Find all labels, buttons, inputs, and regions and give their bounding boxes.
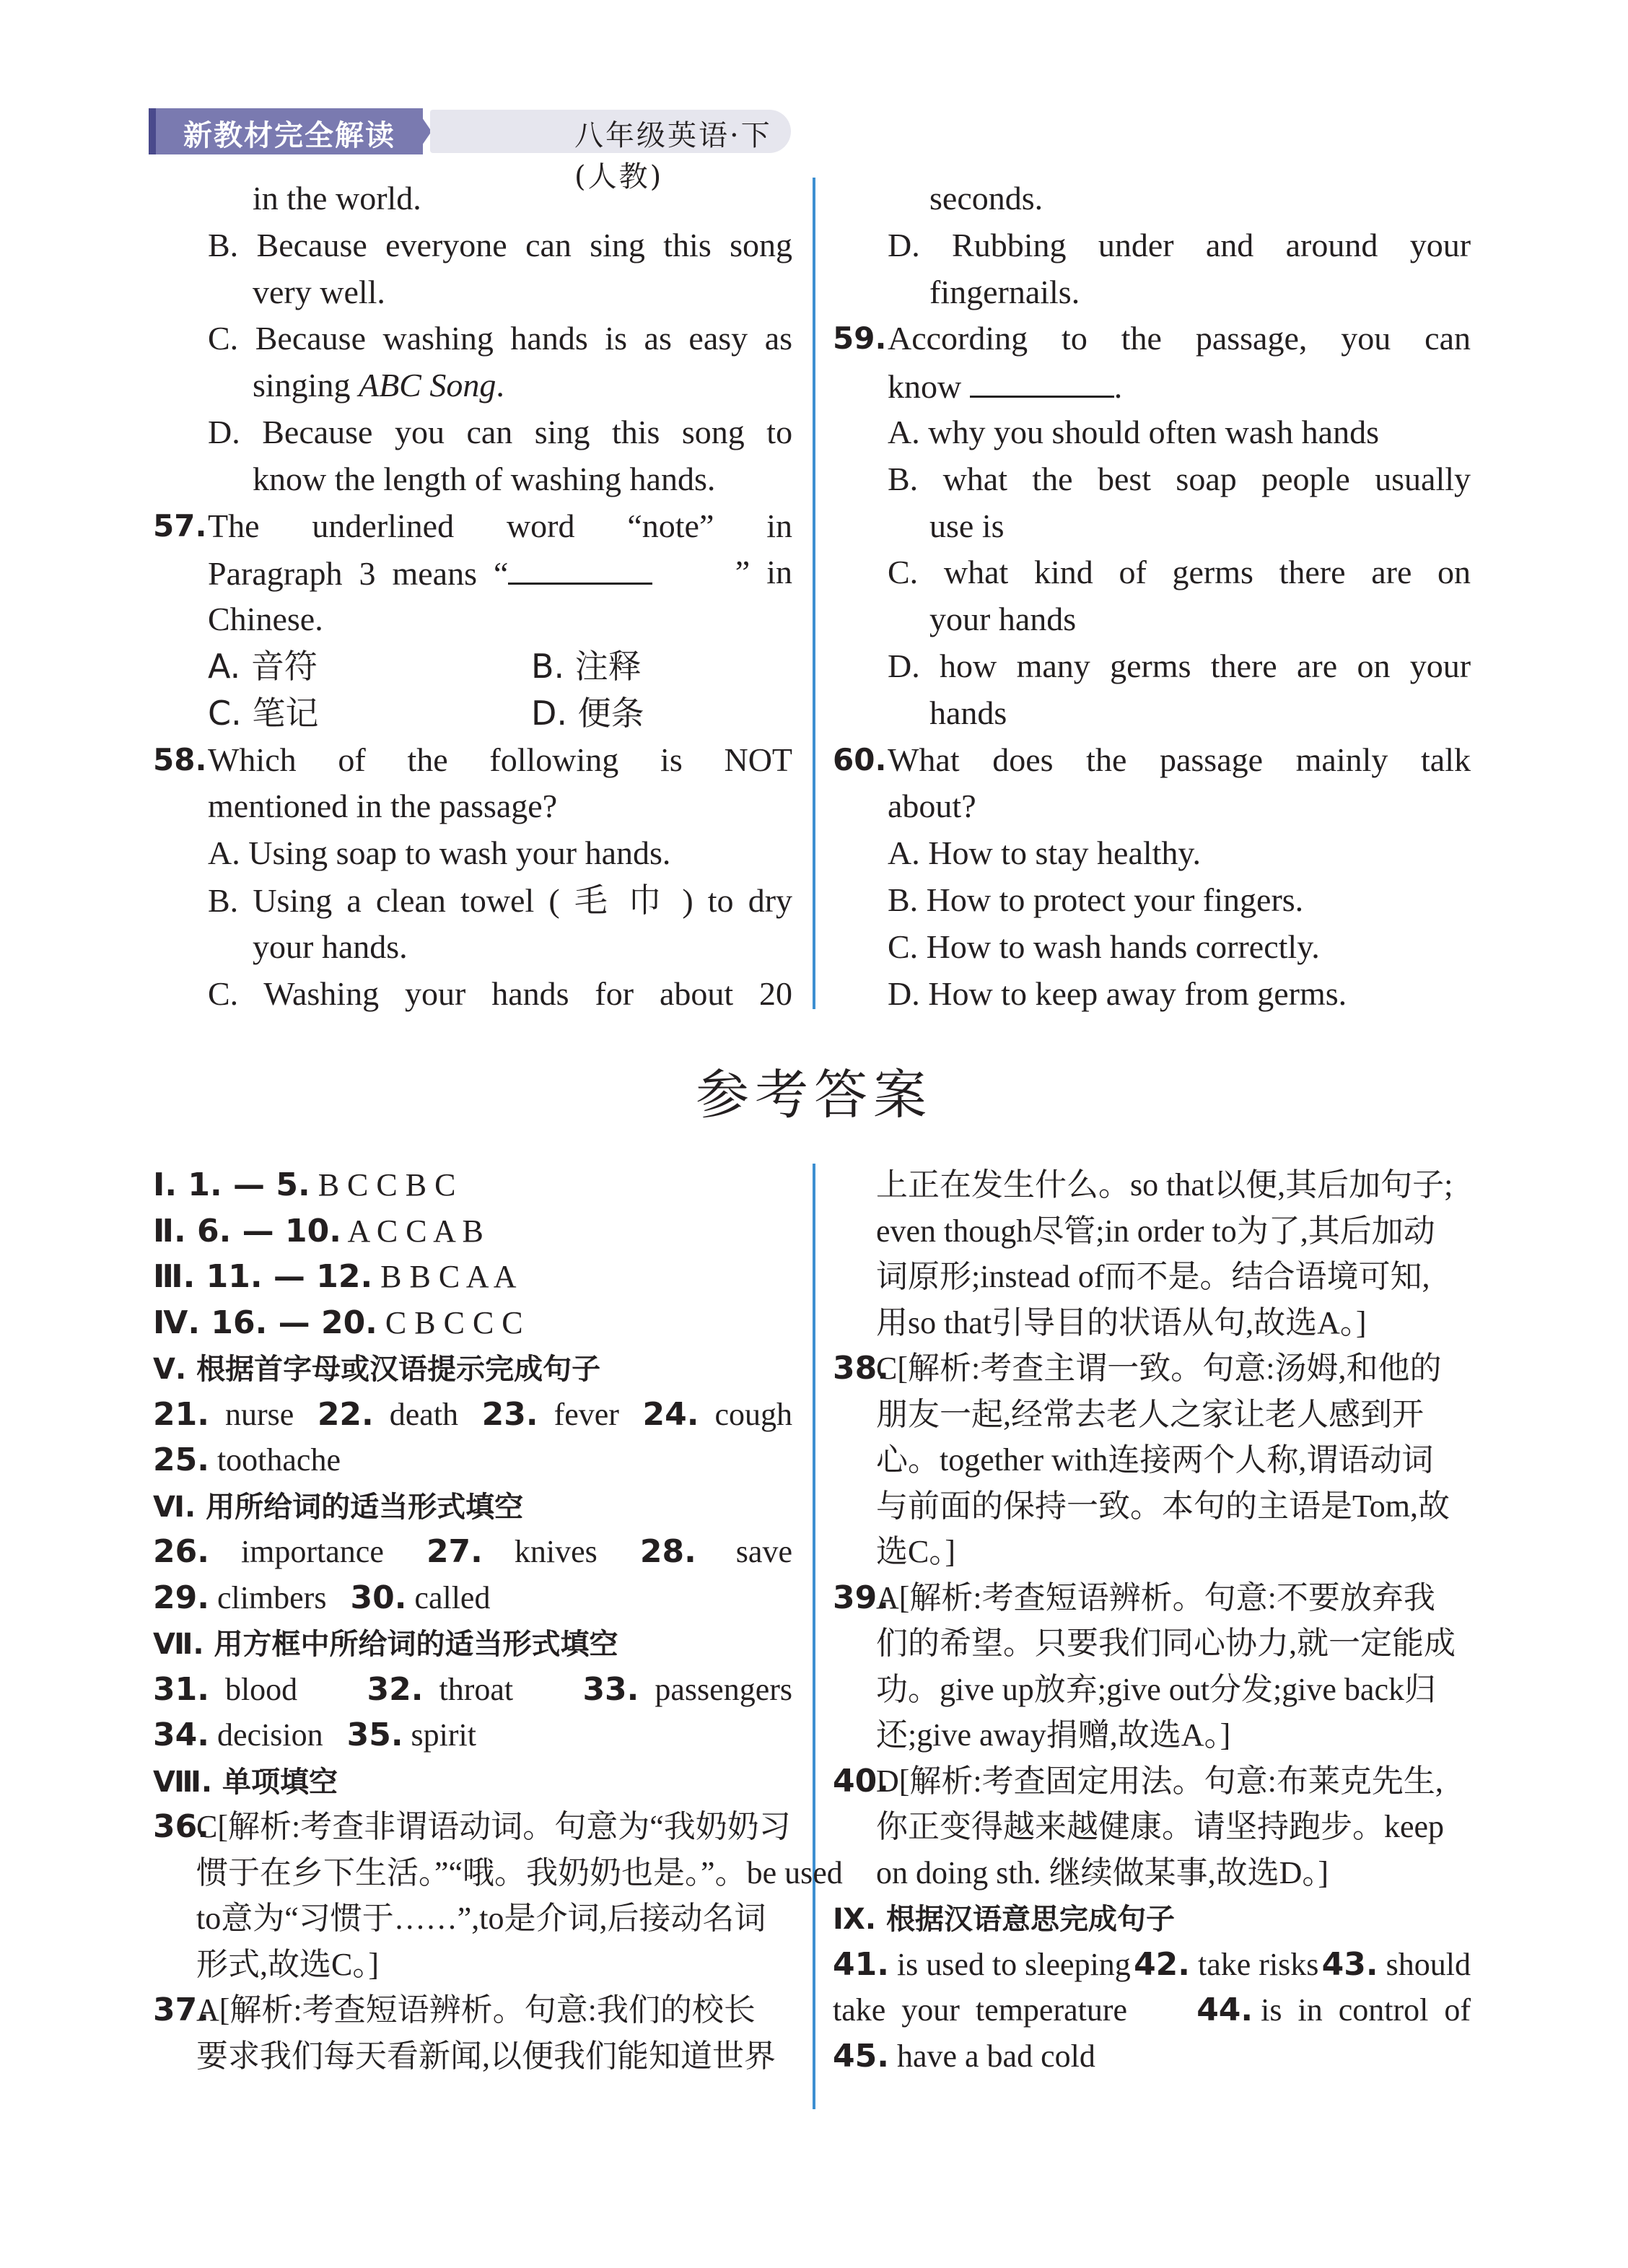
q59-stem: 59. According to the passage, you can — [833, 315, 1471, 362]
section-9-heading: Ⅸ. 根据汉语意思完成句子 — [833, 1903, 1175, 1936]
answers-34-35: 34. decision 35. spirit — [153, 1717, 476, 1753]
answers-26-28: 26. importance 27. knives 28. save — [153, 1533, 792, 1570]
answer-40: 40. D[解析:考查固定用法。句意:布莱克先生, — [833, 1762, 1443, 1800]
q59-blank — [970, 362, 1114, 398]
q59-number: 59. — [833, 320, 887, 357]
series-tag — [149, 108, 423, 154]
q58-option-c: C. Washing your hands for about 20 — [208, 974, 792, 1012]
q57-option-b: B. 注释 — [531, 646, 642, 686]
right-answer-column: 上正在发生什么。so that以便,其后加句子; even though尽管;in order to为了,其后加动 词原形;instead of而不是。结合语境可知, 用so that引导目的状语从句,故选A。] 38. C[解析:考查主谓一致。句意:汤姆,和他的 朋友一起,经常去老人之家让老人感到开 心。together with连接两个人称,谓语动词 与前面的保持一致。本句的主语是Tom,故 选C。] 39. A[解析:考查短语辨析。句意:不要放弃我 们的希望。只要我们同心协力,就一定能成 功。give up放弃;give out分发;give back归 还;give away捐赠,故选A。] 40. D[解析:考查固定用法。句意:布莱克先生, 你正变得越来越健康。请坚持跑步。keep on doing sth. 继续做某事,故选D。] Ⅸ. 根据汉语意思完成句子 41. is used to sleeping 42. take risks 43. should take your temperature 44. is in control of 45. have a bad cold — [833, 1162, 1471, 2079]
header-notch — [416, 108, 432, 154]
answer-39: 39. A[解析:考查短语辨析。句意:不要放弃我 — [833, 1579, 1435, 1616]
q57-option-d: D. 便条 — [531, 693, 644, 733]
q57-stem: 57. The underlined word “note” in — [153, 503, 792, 550]
q56-option-d: D. Because you can sing this song to — [208, 413, 792, 450]
section-6-heading: Ⅵ. 用所给词的适当形式填空 — [153, 1490, 524, 1524]
q60-option-a: A. How to stay healthy. — [888, 834, 1201, 872]
q59-option-c: C. what kind of germs there are on — [888, 554, 1471, 591]
column-divider-top — [813, 178, 815, 1009]
left-answer-column: Ⅰ. 1. — 5. B C C B C Ⅱ. 6. — 10. A C C A B Ⅲ. 11. — 12. B B C A A Ⅳ. 16. — 20. C B C C C Ⅴ. 根据首字母或汉语提示完成句子 21. nurse 22. death 23. fever 24. cough 25. toothache Ⅵ. 用所给词的适当形式填空 26. importance 27. knives 28. save 29. climbers 30. called Ⅶ. 用方框中所给词的适当形式填空 31. blood 32. throat 33. passengers 34. decision 35. spirit Ⅷ. 单项填空 36. C[解析:考查非谓语动词。句意为“我奶奶习 惯于在乡下生活。”“哦。我奶奶也是。”。be used to意为“习惯于……”,to是介词,后接动名词 形式,故选C。] 37. A[解析:考查短语辨析。句意:我们的校长 要求我们每天看新闻,以便我们能知道世界 — [153, 1162, 792, 2079]
answers-43-44: take your temperature 44. is in control of — [833, 1992, 1471, 2028]
q58-stem: 58. Which of the following is NOT — [153, 737, 792, 784]
answers-title: 参考答案 — [696, 1064, 932, 1126]
q58-option-b: B. Using a clean towel ( 毛 巾 ) to dry — [208, 880, 792, 920]
q60-stem: 60. What does the passage mainly talk — [833, 737, 1471, 784]
section-8-heading: Ⅷ. 单项填空 — [153, 1765, 338, 1799]
left-question-column: in the world. B. Because everyone can sing this song very well. C. Because washing hands is as easy as singing ABC Song. D. Because you can sing this song to know the length of washing hands. 57. The underlined word “note” in Paragraph 3 means “ ” in Chinese. A. 音符 B. 注释 C. 笔记 D. 便条 58. Which of the following is NOT mentioned in the passage? A. Using soap to wash your hands. B. Using a clean towel ( 毛 巾 ) to dry your hands. C. Washing your hands for about 20 — [153, 175, 792, 1017]
q60-option-c: C. How to wash hands correctly. — [888, 928, 1320, 965]
answers-21-24: 21. nurse 22. death 23. fever 24. cough — [153, 1395, 792, 1433]
right-question-column: seconds. D. Rubbing under and around your fingernails. 59. According to the passage, you can know . A. why you should often wash hands B. what the best soap people usually use is C. what kind of germs there are on your hands D. how many germs there are on your hands 60. What does the passage mainly talk about? A. How to stay healthy. B. How to protect your fingers. C. How to wash hands correctly. D. How to keep away from germs. — [833, 180, 1471, 1012]
answers-41-43: 41. is used to sleeping 42. take risks 43. should — [833, 1945, 1471, 1983]
q59-option-a: A. why you should often wash hands — [888, 413, 1379, 450]
answer-45: 45. have a bad cold — [833, 2037, 1095, 2075]
q59-option-d: D. how many germs there are on your — [888, 647, 1471, 684]
q56-option-b: B. Because everyone can sing this song — [208, 226, 792, 263]
q58-option-d: D. Rubbing under and around your — [888, 226, 1471, 263]
answers-31-33: 31. blood 32. throat 33. passengers — [153, 1670, 792, 1708]
q56-option-c: C. Because washing hands is as easy as — [208, 320, 792, 357]
q57-blank — [508, 549, 652, 585]
answer-row-4: Ⅳ. 16. — 20. C B C C C — [153, 1304, 523, 1341]
q56-a-continuation: in the world. — [253, 180, 421, 217]
book-title: 八年级英语·下(人教) — [574, 119, 772, 193]
answer-row-1: Ⅰ. 1. — 5. B C C B C — [153, 1166, 456, 1203]
q57-number: 57. — [153, 507, 207, 544]
page-header — [149, 108, 791, 193]
answer-row-2: Ⅱ. 6. — 10. A C C A B — [153, 1212, 483, 1249]
answer-38: 38. C[解析:考查主谓一致。句意:汤姆,和他的 — [833, 1350, 1442, 1387]
q57-option-c: C. 笔记 — [208, 693, 319, 733]
series-title: 新教材完全解读 — [183, 119, 395, 152]
section-5-heading: Ⅴ. 根据首字母或汉语提示完成句子 — [153, 1353, 601, 1386]
section-7-heading: Ⅶ. 用方框中所给词的适当形式填空 — [153, 1628, 618, 1661]
q60-option-b: B. How to protect your fingers. — [888, 881, 1304, 918]
q60-option-d: D. How to keep away from germs. — [888, 974, 1347, 1012]
answer-row-3: Ⅲ. 11. — 12. B B C A A — [153, 1258, 517, 1295]
answer-25: 25. toothache — [153, 1442, 341, 1478]
q59-option-b: B. what the best soap people usually — [888, 460, 1471, 497]
answers-29-30: 29. climbers 30. called — [153, 1579, 491, 1616]
q57-option-a: A. 音符 — [208, 646, 318, 686]
column-divider-bottom — [813, 1164, 815, 2109]
answer-36: 36. C[解析:考查非谓语动词。句意为“我奶奶习 — [153, 1808, 791, 1845]
q60-number: 60. — [833, 741, 887, 777]
book-tag — [430, 110, 791, 193]
q58-option-a: A. Using soap to wash your hands. — [208, 834, 671, 872]
answer-37: 37. A[解析:考查短语辨析。句意:我们的校长 — [153, 1992, 756, 2028]
q58-number: 58. — [153, 741, 207, 777]
